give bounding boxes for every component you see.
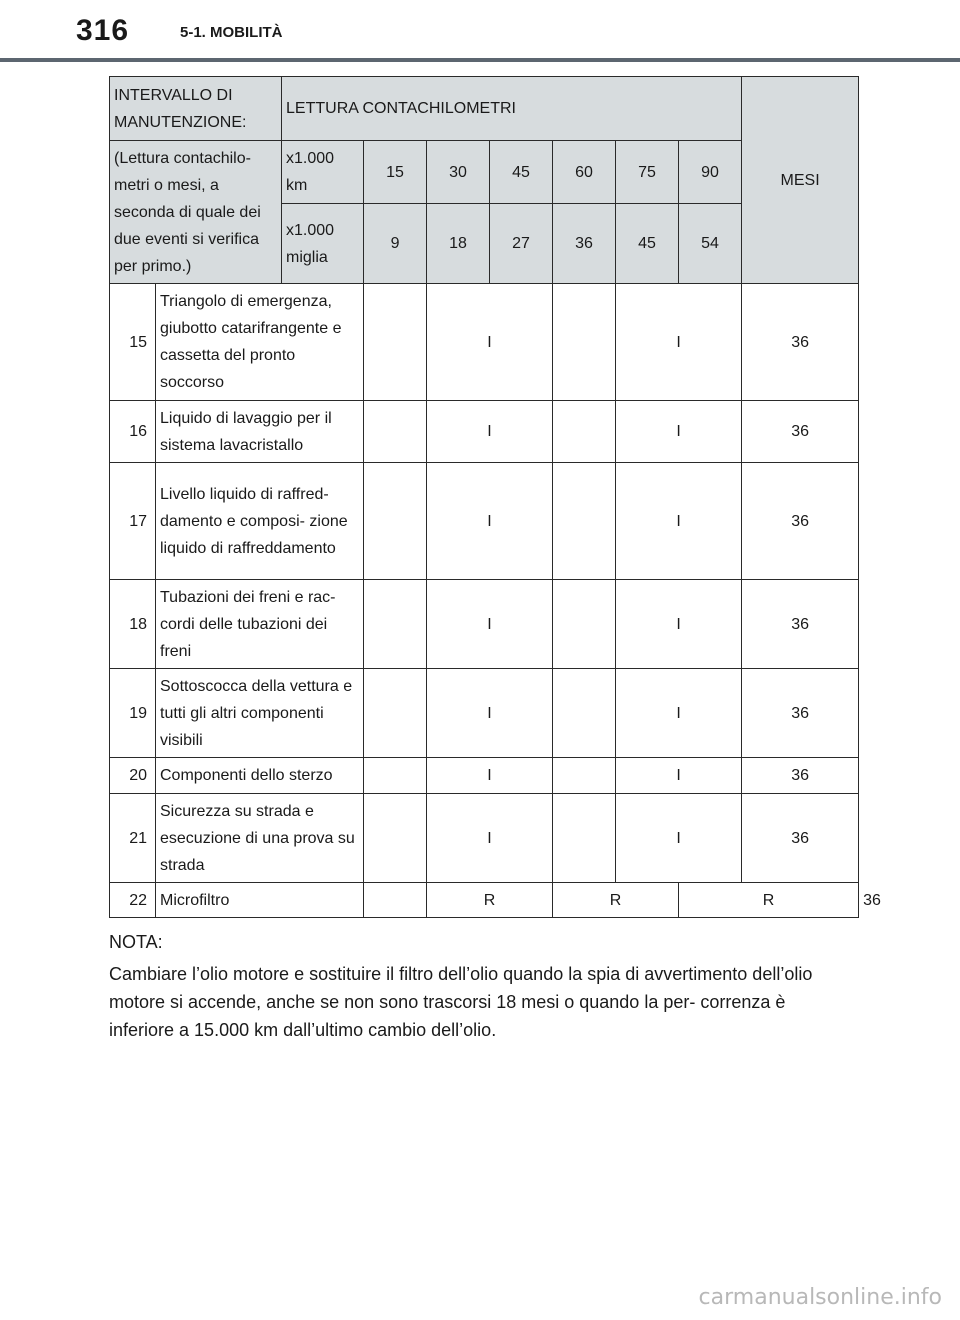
row-number: 15 xyxy=(110,284,156,401)
row-cell xyxy=(364,794,427,883)
row-cell xyxy=(553,284,616,401)
row-number: 20 xyxy=(110,758,156,794)
table-row xyxy=(110,669,859,758)
row-cell: I xyxy=(616,401,742,463)
row-item: Sicurezza su strada e esecuzione di una prova su strada xyxy=(156,794,364,883)
row-cell: I xyxy=(427,401,553,463)
row-months: 36 xyxy=(742,794,859,883)
km-value-cell: 15 xyxy=(364,141,427,204)
row-cell: I xyxy=(616,284,742,401)
row-item: Componenti dello sterzo xyxy=(156,758,364,794)
mile-value-cell: 54 xyxy=(679,204,742,284)
row-months: 36 xyxy=(742,580,859,669)
row-item: Livello liquido di raffred- damento e composi- zione liquido di raffreddamento xyxy=(156,463,364,580)
row-cell: I xyxy=(616,758,742,794)
table-row xyxy=(110,794,859,883)
row-cell: I xyxy=(427,758,553,794)
row-months: 36 xyxy=(742,463,859,580)
odometer-label-cell: LETTURA CONTACHILOMETRI xyxy=(282,77,742,141)
row-months: 36 xyxy=(742,401,859,463)
mile-value-cell: 27 xyxy=(490,204,553,284)
row-cell: I xyxy=(427,669,553,758)
row-cell xyxy=(553,580,616,669)
row-months: 36 xyxy=(742,284,859,401)
miles-unit-cell: x1.000 miglia xyxy=(282,204,364,284)
interval-label-cell: INTERVALLO DI MANUTENZIONE: xyxy=(110,77,282,141)
mile-value-cell: 36 xyxy=(553,204,616,284)
row-cell: I xyxy=(616,794,742,883)
header-row-interval xyxy=(110,77,859,141)
header-rule xyxy=(0,58,960,62)
note-section xyxy=(109,928,839,1044)
table-row xyxy=(110,758,859,794)
row-months: 36 xyxy=(742,669,859,758)
row-number: 22 xyxy=(110,883,156,918)
km-value-cell: 90 xyxy=(679,141,742,204)
row-months: 36 xyxy=(742,758,859,794)
km-value-cell: 60 xyxy=(553,141,616,204)
table-row xyxy=(110,401,859,463)
months-label-cell: MESI xyxy=(742,77,859,284)
row-cell xyxy=(553,758,616,794)
mile-value-cell: 45 xyxy=(616,204,679,284)
row-cell xyxy=(364,284,427,401)
page-header xyxy=(0,0,960,62)
row-cell xyxy=(553,669,616,758)
page-number: 316 xyxy=(76,14,130,47)
row-number: 18 xyxy=(110,580,156,669)
row-cell xyxy=(364,669,427,758)
mile-value-cell: 18 xyxy=(427,204,490,284)
watermark: carmanualsonline.info xyxy=(698,1285,942,1310)
condition-note-cell: (Lettura contachilo- metri o mesi, a seconda di quale dei due eventi si verifica per primo.) xyxy=(110,141,282,284)
row-cell xyxy=(553,794,616,883)
km-unit-cell: x1.000 km xyxy=(282,141,364,204)
row-item: Microfiltro xyxy=(156,883,364,918)
km-value-cell: 45 xyxy=(490,141,553,204)
row-cell: I xyxy=(427,463,553,580)
row-cell: I xyxy=(427,284,553,401)
row-number: 21 xyxy=(110,794,156,883)
row-number: 19 xyxy=(110,669,156,758)
row-cell: R xyxy=(679,883,859,918)
table-row xyxy=(110,463,859,580)
row-cell xyxy=(553,463,616,580)
table-row xyxy=(110,580,859,669)
km-value-cell: 75 xyxy=(616,141,679,204)
row-cell xyxy=(364,463,427,580)
row-number: 17 xyxy=(110,463,156,580)
row-item: Triangolo di emergenza, giubotto catarifrangente e cassetta del pronto soccorso xyxy=(156,284,364,401)
row-item: Sottoscocca della vettura e tutti gli altri componenti visibili xyxy=(156,669,364,758)
row-cell: I xyxy=(427,794,553,883)
row-item: Tubazioni dei freni e rac- cordi delle tubazioni dei freni xyxy=(156,580,364,669)
row-cell: I xyxy=(616,669,742,758)
row-cell xyxy=(364,758,427,794)
maintenance-table xyxy=(109,76,881,918)
note-label: NOTA: xyxy=(109,932,163,952)
note-text: Cambiare l’olio motore e sostituire il filtro dell’olio quando la spia di avvertimento dell’olio motore si accende, anche se non sono trascorsi 18 mesi o quando la per- correnza è inferiore a 15.000 km dall’ultimo cambio dell’olio. xyxy=(109,964,813,1040)
row-item: Liquido di lavaggio per il sistema lavacristallo xyxy=(156,401,364,463)
row-cell: R xyxy=(427,883,553,918)
row-cell xyxy=(364,580,427,669)
section-title: 5-1. MOBILITÀ xyxy=(180,24,283,41)
table-row xyxy=(110,284,859,401)
row-cell: I xyxy=(616,580,742,669)
mile-value-cell: 9 xyxy=(364,204,427,284)
km-value-cell: 30 xyxy=(427,141,490,204)
row-cell: I xyxy=(616,463,742,580)
row-cell: I xyxy=(427,580,553,669)
table-row: 22 Microfiltro R R R 36 xyxy=(110,883,859,918)
row-cell xyxy=(364,401,427,463)
row-cell xyxy=(553,401,616,463)
row-cell: R xyxy=(553,883,679,918)
row-cell-empty xyxy=(364,883,427,918)
row-number: 16 xyxy=(110,401,156,463)
